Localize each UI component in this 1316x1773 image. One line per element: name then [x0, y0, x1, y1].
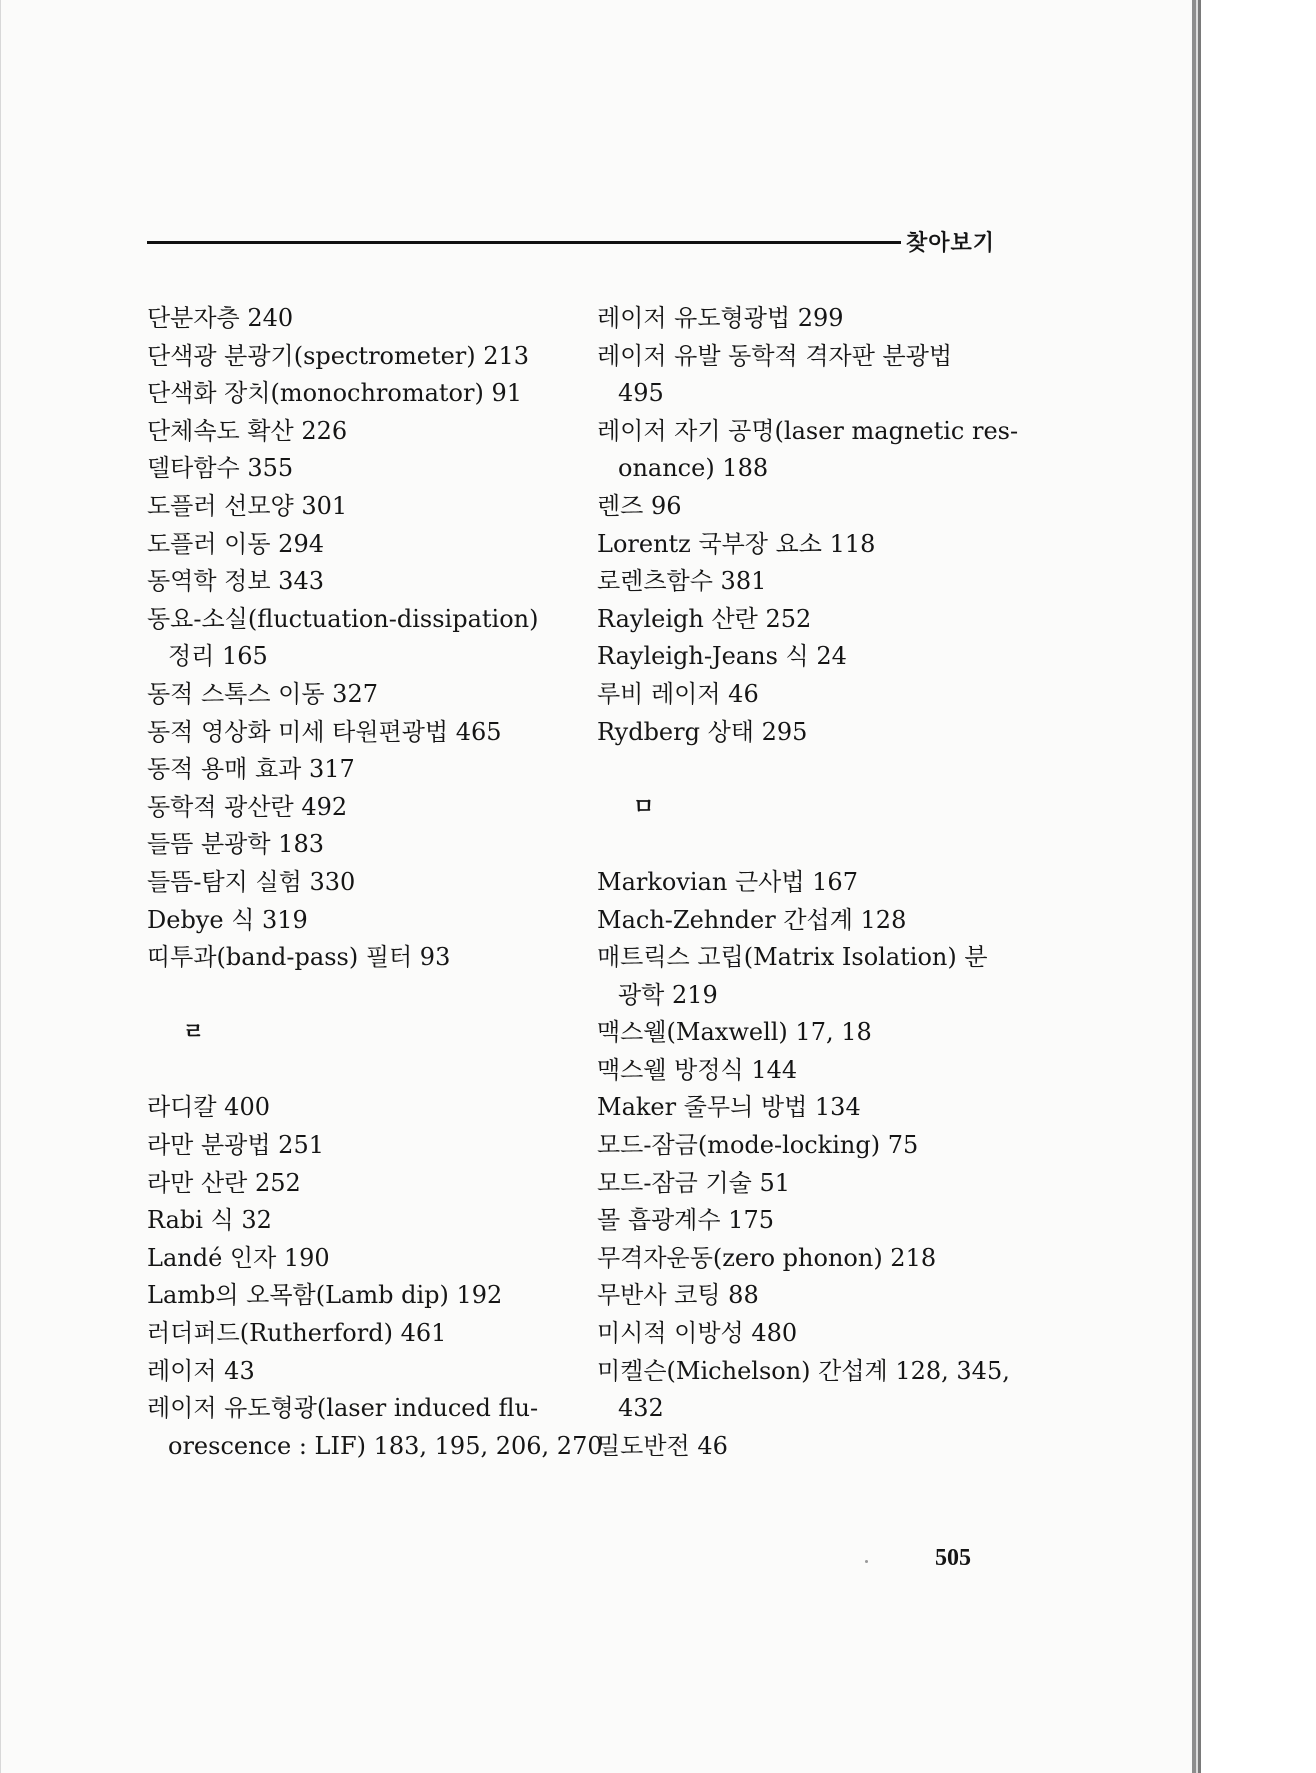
index-entry: Mach-Zehnder 간섭계 128 — [597, 905, 907, 934]
index-entry: 미켈슨(Michelson) 간섭계 128, 345, — [597, 1356, 1010, 1385]
index-entry: 라만 분광법 251 — [147, 1131, 324, 1160]
index-entry: 단체속도 확산 226 — [147, 416, 348, 445]
index-entry: 맥스웰(Maxwell) 17, 18 — [597, 1018, 872, 1047]
index-entry: 맥스웰 방정식 144 — [597, 1055, 798, 1084]
index-entry: Rydberg 상태 295 — [597, 717, 808, 746]
index-entry: Rayleigh-Jeans 식 24 — [597, 642, 847, 671]
page-edge-shadow — [1198, 0, 1201, 1773]
index-entry: 동적 용매 효과 317 — [147, 755, 355, 784]
spacer — [147, 1052, 567, 1090]
index-entry: 동학적 광산란 492 — [147, 792, 348, 821]
spacer — [597, 826, 1007, 864]
index-entry: 들뜸 분광학 183 — [147, 830, 324, 859]
index-entry: 레이저 43 — [147, 1356, 255, 1385]
index-entry-continuation: 정리 165 — [168, 642, 268, 671]
index-section-heading: ㅁ — [633, 794, 655, 820]
index-entry: 도플러 이동 294 — [147, 529, 324, 558]
index-entry-continuation: orescence : LIF) 183, 195, 206, 270 — [168, 1431, 603, 1460]
index-entry: 레이저 유도형광(laser induced flu- — [147, 1394, 539, 1423]
index-entry: 미시적 이방성 480 — [597, 1319, 798, 1348]
index-entry: 모드-잠금 기술 51 — [597, 1168, 791, 1197]
index-entry: 단색광 분광기(spectrometer) 213 — [147, 341, 530, 370]
index-entry: 띠투과(band-pass) 필터 93 — [147, 943, 451, 972]
index-entry: Lamb의 오목함(Lamb dip) 192 — [147, 1281, 503, 1310]
index-entry: Markovian 근사법 167 — [597, 867, 858, 896]
index-entry: 러더퍼드(Rutherford) 461 — [147, 1319, 447, 1348]
index-entry: 로렌츠함수 381 — [597, 567, 767, 596]
index-entry: 모드-잠금(mode-locking) 75 — [597, 1131, 919, 1160]
index-entry: 도플러 선모양 301 — [147, 491, 348, 520]
index-entry: Debye 식 319 — [147, 905, 308, 934]
index-entry: 레이저 유발 동학적 격자판 분광법 — [597, 341, 953, 370]
index-entry: Rayleigh 산란 252 — [597, 604, 812, 633]
index-entry: 단색화 장치(monochromator) 91 — [147, 379, 523, 408]
index-entry: 루비 레이저 46 — [597, 679, 759, 708]
index-entry: 들뜸-탐지 실험 330 — [147, 867, 356, 896]
index-entry: 동적 스톡스 이동 327 — [147, 679, 378, 708]
index-entry: 몰 흡광계수 175 — [597, 1206, 774, 1235]
index-entry: Landé 인자 190 — [147, 1243, 330, 1272]
index-entry: 동요-소실(fluctuation-dissipation) — [147, 604, 539, 633]
index-entry-continuation: 432 — [618, 1394, 664, 1423]
index-entry: 델타함수 355 — [147, 454, 294, 483]
spacer — [597, 751, 1007, 789]
index-entry: 무반사 코팅 88 — [597, 1281, 759, 1310]
index-section-heading: ㄹ — [183, 1020, 205, 1046]
index-entry: 매트릭스 고립(Matrix Isolation) 분 — [597, 943, 988, 972]
index-column-left — [147, 300, 603, 1465]
header-rule — [147, 241, 901, 244]
speck — [865, 1560, 868, 1563]
index-column-right — [597, 300, 1019, 1465]
index-entry: 무격자운동(zero phonon) 218 — [597, 1243, 937, 1272]
page-number: 505 — [935, 1545, 971, 1571]
index-entry: Maker 줄무늬 방법 134 — [597, 1093, 861, 1122]
index-entry: 렌즈 96 — [597, 491, 682, 520]
index-entry: Lorentz 국부장 요소 118 — [597, 529, 876, 558]
index-entry-continuation: 광학 219 — [618, 980, 718, 1009]
index-entry: 레이저 자기 공명(laser magnetic res- — [597, 416, 1019, 445]
index-entry: 라디칼 400 — [147, 1093, 270, 1122]
index-entry: 라만 산란 252 — [147, 1168, 301, 1197]
index-entry: 동적 영상화 미세 타원편광법 465 — [147, 717, 502, 746]
index-entry: 동역학 정보 343 — [147, 567, 324, 596]
index-entry: 단분자층 240 — [147, 304, 294, 332]
index-entry: Rabi 식 32 — [147, 1206, 272, 1235]
spacer — [147, 977, 567, 1015]
index-entry-continuation: 495 — [618, 379, 664, 408]
running-header: 찾아보기 — [906, 231, 996, 256]
index-entry: 레이저 유도형광법 299 — [597, 304, 844, 332]
index-entry: 밀도반전 46 — [597, 1431, 728, 1460]
index-entry-continuation: onance) 188 — [618, 454, 769, 483]
